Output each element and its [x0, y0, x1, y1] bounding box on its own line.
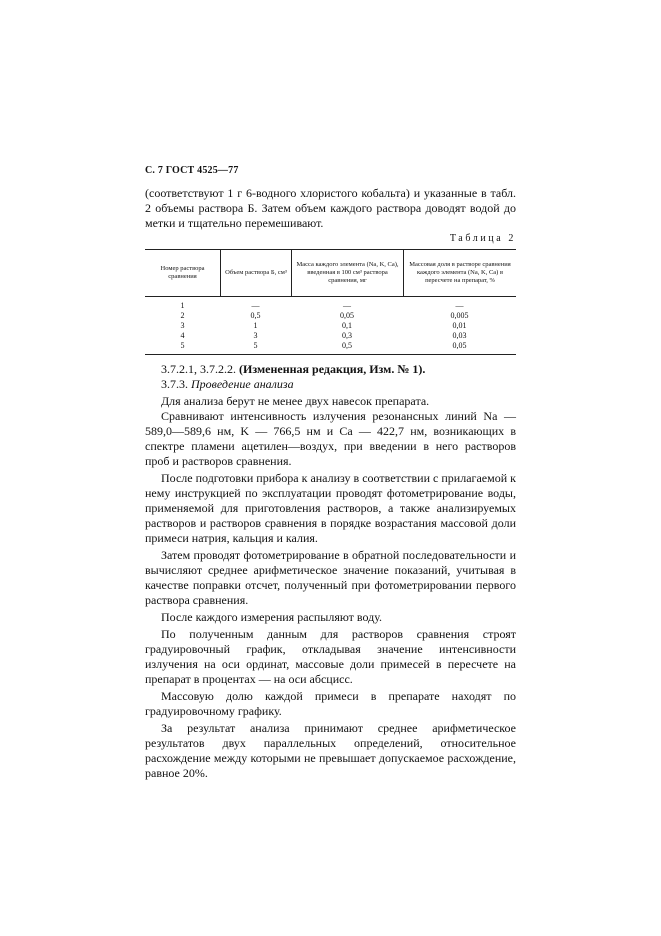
table-cell: 0,01: [452, 321, 467, 330]
table-cell: 0,3: [342, 331, 352, 340]
table-cell: 4: [180, 331, 185, 340]
table-cell: 2: [180, 311, 185, 320]
table-cell: 5: [180, 341, 185, 350]
paragraph: После каждого измерения распыляют воду.: [161, 610, 383, 624]
section-number: 3.7.3.: [161, 377, 188, 391]
table-cell: 1: [180, 301, 185, 310]
data-table: [145, 249, 516, 355]
section-heading: [145, 377, 516, 392]
paragraph: По полученным данным для растворов сравнения строят градуировочный график, откладывая значение интенсивности излучения на оси ординат, массовые доли примесей в пересчете на препарат в процентах — на оси абсцисс.: [145, 627, 516, 686]
table-cell: 0,005: [450, 311, 469, 320]
intro-text: (соответствуют 1 г 6-водного хлористого кобальта) и указанные в табл. 2 объемы раствора Б. Затем объем каждого раствора доводят водой до метки и тщательно перемешивают.: [145, 186, 516, 230]
section-title: Проведение анализа: [191, 377, 294, 391]
table-row: [145, 301, 516, 311]
table-cell: —: [251, 301, 260, 310]
table-row: [145, 311, 516, 321]
table-header-cell: Масса каждого элемента (Na, K, Ca), введенная в 100 см³ раствора сравнения, мг: [291, 250, 403, 296]
page-header: С. 7 ГОСТ 4525—77: [145, 165, 239, 176]
table-cell: 0,05: [340, 311, 354, 320]
table-header-row: [145, 250, 516, 297]
table-cell: 0,5: [250, 311, 261, 320]
table-cell: 1: [253, 321, 258, 330]
table-cell: 3: [180, 321, 185, 330]
intro-paragraph: [145, 186, 516, 231]
table-cell: —: [343, 301, 351, 310]
table-body: [145, 297, 516, 354]
amendment-note: (Измененная редакция, Изм. № 1).: [239, 362, 426, 376]
paragraph: Для анализа берут не менее двух навесок препарата.: [161, 394, 430, 408]
table-header-cell: Номер раствора сравнения: [160, 265, 205, 280]
table-row: [145, 331, 516, 341]
paragraph: После подготовки прибора к анализу в соответствии с прилагаемой к нему инструкцией по эксплуатации проводят фотометрирование воды, применяемой для приготовления растворов, а также анализируемых растворов и растворов сравнения в порядке возрастания массовой доли примеси натрия, кальция и калия.: [145, 471, 516, 545]
amendment-paragraph: [145, 362, 516, 377]
table-cell: 0,1: [342, 321, 352, 330]
table-header-cell: Массовая доля в растворе сравнения каждого элемента (Na, K, Ca) в пересчете на препарат, %: [403, 250, 516, 296]
section-reference: 3.7.2.1, 3.7.2.2.: [161, 362, 236, 376]
table-header-cell: Объем раствора Б, см³: [220, 250, 291, 296]
paragraph: За результат анализа принимают среднее арифметическое результатов двух параллельных определений, относительное расхождение между которыми не превышает допускаемое расхождение, равное 20%.: [145, 721, 516, 780]
table-caption: Таблица 2: [449, 233, 516, 244]
table-cell: 0,03: [452, 331, 467, 340]
table-cell: 0,5: [342, 341, 352, 350]
paragraph: Массовую долю каждой примеси в препарате находят по градуировочному графику.: [145, 689, 516, 718]
table-cell: 5: [253, 341, 258, 350]
table-row: [145, 321, 516, 331]
body-text: [145, 362, 516, 781]
table-cell: 3: [253, 331, 258, 340]
table-cell: —: [455, 301, 464, 310]
table-cell: 0,05: [452, 341, 467, 350]
paragraph: Сравнивают интенсивность излучения резонансных линий Na — 589,0—589,6 нм, K — 766,5 нм и Ca — 422,7 нм, возникающих в спектре пламени ацетилен—воздух, при введении в него растворов проб и растворов сравнения.: [145, 409, 516, 468]
paragraph: Затем проводят фотометрирование в обратной последовательности и вычисляют среднее арифметическое значение показаний, учитывая в качестве поправки отсчет, полученный при фотометрировании первого раствора сравнения.: [145, 548, 516, 607]
table-row: [145, 341, 516, 351]
